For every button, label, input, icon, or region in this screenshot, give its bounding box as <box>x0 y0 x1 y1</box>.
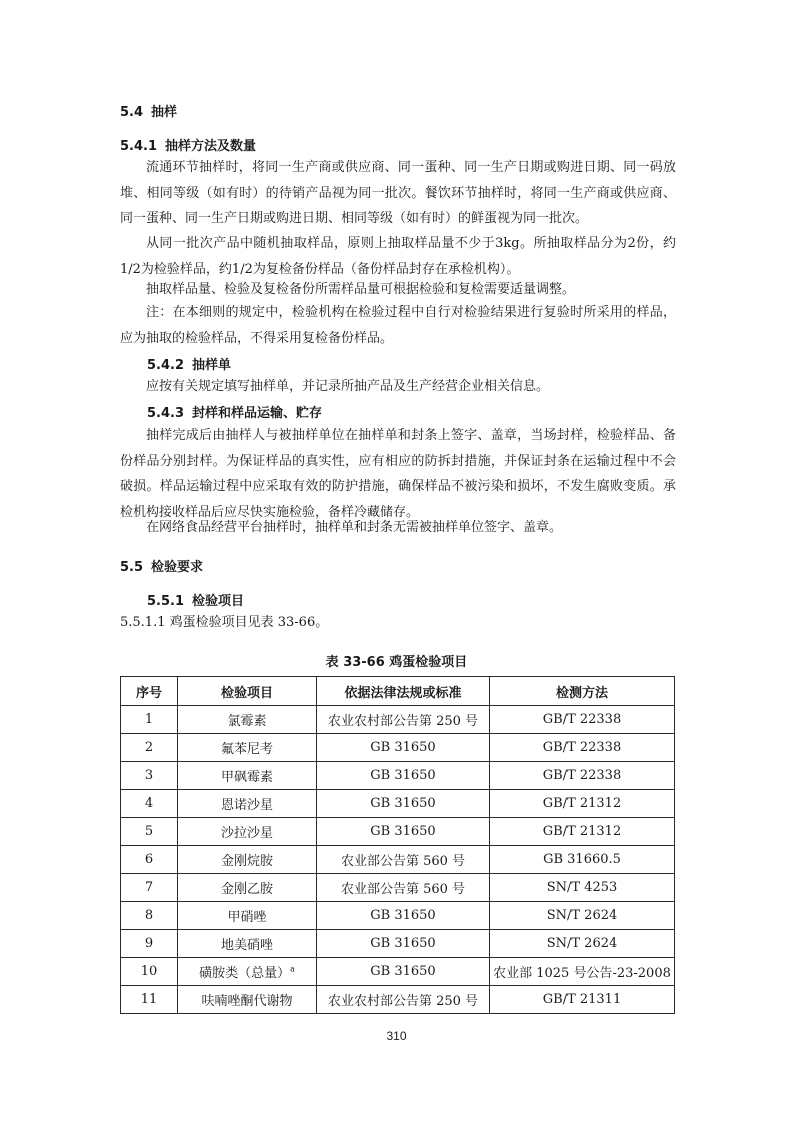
paragraph-sealing-transport: 抽样完成后由抽样人与被抽样单位在抽样单和封条上签字、盖章，当场封样，检验样品、备份样品分别封样。为保证样品的真实性，应有相应的防拆封措施，并保证封条在运输过程中不会破损。样品运输过程中应采取有效的防护措施，确保样品不被污染和损坏，不发生腐败变质。承检机构接收样品后应尽快实施检验，备样冷藏储存。 <box>120 428 676 520</box>
paragraph-sampling-form: 应按有关规定填写抽样单，并记录所抽产品及生产经营企业相关信息。 <box>146 379 550 394</box>
cell-method <box>490 958 675 986</box>
footnote-marker: a <box>290 964 295 974</box>
cell-no-text: 10 <box>140 964 158 979</box>
cell-item <box>178 902 317 930</box>
table-caption: 表 33-66 鸡蛋检验项目 <box>325 655 468 670</box>
cell-method-text: GB/T 22338 <box>542 740 622 755</box>
cell-method <box>490 986 675 1014</box>
paragraph-batch-definition: 流通环节抽样时，将同一生产商或供应商、同一蛋种、同一生产日期或购进日期、同一码放堆、相同等级（如有时）的待销产品视为同一批次。餐饮环节抽样时，将同一生产商或供应商、同一蛋种、同一生产日期或购进日期、相同等级（如有时）的鲜蛋视为同一批次。 <box>120 160 676 227</box>
section-heading-5-5-1: 5.5.1 检验项目 <box>147 594 245 609</box>
cell-no <box>121 790 178 818</box>
cell-no <box>121 846 178 874</box>
column-header-basis: 依据法律法规或标准 <box>317 677 490 706</box>
cell-no <box>121 986 178 1014</box>
cell-basis <box>317 958 490 986</box>
cell-method <box>490 706 675 734</box>
section-heading-5-4-1: 5.4.1 抽样方法及数量 <box>120 139 257 154</box>
cell-method-text: GB/T 22338 <box>542 712 622 727</box>
cell-no <box>121 818 178 846</box>
cell-no-text: 7 <box>144 880 154 895</box>
cell-method <box>490 902 675 930</box>
cell-item-text: 金刚乙胺 <box>220 882 273 897</box>
cell-method <box>490 762 675 790</box>
cell-no-text: 5 <box>144 824 154 839</box>
cell-method-text: SN/T 2624 <box>546 908 618 923</box>
cell-method-text: SN/T 4253 <box>546 880 618 895</box>
cell-no <box>121 734 178 762</box>
cell-item-text: 地美硝唑 <box>220 938 273 953</box>
paragraph-note: 注：在本细则的规定中，检验机构在检验过程中自行对检验结果进行复验时所采用的样品，应为抽取的检验样品，不得采用复检备份样品。 <box>120 305 676 346</box>
cell-method-text: GB/T 22338 <box>542 768 622 783</box>
cell-no <box>121 762 178 790</box>
cell-no <box>121 930 178 958</box>
cell-basis <box>317 818 490 846</box>
cell-item <box>178 734 317 762</box>
paragraph-sample-adjustment: 抽取样品量、检验及复检备份所需样品量可根据检验和复检需要适量调整。 <box>146 282 576 297</box>
paragraph-sample-quantity: 从同一批次产品中随机抽取样品，原则上抽取样品量不少于3kg。所抽取样品分为2份，约1/2为检验样品，约1/2为复检备份样品（备份样品封存在承检机构）。 <box>120 236 676 277</box>
cell-basis-text: 农业部公告第 560 号 <box>340 854 466 869</box>
section-heading-5-4-2: 5.4.2 抽样单 <box>147 358 232 373</box>
cell-basis <box>317 762 490 790</box>
paragraph-table-reference: 5.5.1.1 鸡蛋检验项目见表 33-66。 <box>120 615 329 630</box>
cell-basis-text: 农业农村部公告第 250 号 <box>327 994 479 1009</box>
cell-no-text: 1 <box>144 712 154 727</box>
cell-basis-text: 农业农村部公告第 250 号 <box>327 714 479 729</box>
cell-item-text: 甲硝唑 <box>227 910 267 925</box>
cell-basis <box>317 790 490 818</box>
cell-item <box>178 818 317 846</box>
cell-method-text: GB/T 21311 <box>542 992 622 1007</box>
section-heading-5-5: 5.5 检验要求 <box>120 560 204 575</box>
cell-basis <box>317 902 490 930</box>
cell-item <box>178 958 317 986</box>
column-header-method: 检测方法 <box>490 677 675 706</box>
cell-no <box>121 902 178 930</box>
cell-no-text: 2 <box>144 740 154 755</box>
cell-method <box>490 930 675 958</box>
cell-item <box>178 790 317 818</box>
cell-method-text: GB 31660.5 <box>543 852 621 867</box>
cell-item-text: 氯霉素 <box>227 714 267 729</box>
table-row <box>121 986 675 1014</box>
cell-no-text: 6 <box>144 852 154 867</box>
cell-basis-text: GB 31650 <box>370 824 436 839</box>
cell-item-text: 沙拉沙星 <box>220 826 273 841</box>
cell-basis-text: GB 31650 <box>370 768 436 783</box>
cell-item <box>178 706 317 734</box>
cell-method <box>490 874 675 902</box>
cell-item-text: 呋喃唑酮代谢物 <box>201 994 293 1009</box>
table-row <box>121 790 675 818</box>
column-header-item: 检验项目 <box>178 677 317 706</box>
cell-method-text: GB/T 21312 <box>542 824 622 839</box>
table-row <box>121 930 675 958</box>
cell-method-text: SN/T 2624 <box>546 936 618 951</box>
section-heading-5-4: 5.4 抽样 <box>120 105 178 120</box>
cell-item-text: 磺胺类（总量） <box>199 966 291 981</box>
cell-basis <box>317 734 490 762</box>
page-number: 310 <box>386 1029 407 1043</box>
cell-basis-text: GB 31650 <box>370 908 436 923</box>
cell-item <box>178 874 317 902</box>
column-header-no: 序号 <box>121 677 178 706</box>
cell-no-text: 3 <box>144 768 154 783</box>
inspection-items-table <box>120 676 675 1014</box>
cell-no-text: 4 <box>144 796 154 811</box>
cell-basis-text: GB 31650 <box>370 796 436 811</box>
cell-basis-text: GB 31650 <box>370 936 436 951</box>
cell-no <box>121 874 178 902</box>
table-row <box>121 762 675 790</box>
paragraph-online-sampling: 在网络食品经营平台抽样时，抽样单和封条无需被抽样单位签字、盖章。 <box>146 520 563 535</box>
cell-item <box>178 762 317 790</box>
table-header-row <box>121 677 675 706</box>
table-row <box>121 846 675 874</box>
cell-item-text: 金刚烷胺 <box>220 854 273 869</box>
cell-no-text: 11 <box>140 992 158 1007</box>
cell-no-text: 8 <box>144 908 154 923</box>
cell-item <box>178 986 317 1014</box>
cell-item-text: 氟苯尼考 <box>220 742 273 757</box>
cell-basis <box>317 846 490 874</box>
cell-method-text: 农业部 1025 号公告-23-2008 <box>493 966 671 981</box>
cell-item <box>178 846 317 874</box>
cell-item-text: 恩诺沙星 <box>220 798 273 813</box>
table-row <box>121 874 675 902</box>
cell-basis <box>317 706 490 734</box>
cell-basis-text: GB 31650 <box>370 964 436 979</box>
cell-no <box>121 958 178 986</box>
cell-basis-text: GB 31650 <box>370 740 436 755</box>
section-heading-5-4-3: 5.4.3 封样和样品运输、贮存 <box>147 406 323 421</box>
cell-method-text: GB/T 21312 <box>542 796 622 811</box>
cell-method <box>490 734 675 762</box>
table-row <box>121 902 675 930</box>
cell-basis <box>317 930 490 958</box>
cell-method <box>490 790 675 818</box>
cell-no-text: 9 <box>144 936 154 951</box>
cell-item-text: 甲砜霉素 <box>220 770 273 785</box>
table-row <box>121 706 675 734</box>
table-row <box>121 818 675 846</box>
cell-no <box>121 706 178 734</box>
cell-basis-text: 农业部公告第 560 号 <box>340 882 466 897</box>
table-row <box>121 734 675 762</box>
cell-basis <box>317 986 490 1014</box>
cell-method <box>490 818 675 846</box>
cell-method <box>490 846 675 874</box>
cell-item <box>178 930 317 958</box>
table-row <box>121 958 675 986</box>
cell-basis <box>317 874 490 902</box>
